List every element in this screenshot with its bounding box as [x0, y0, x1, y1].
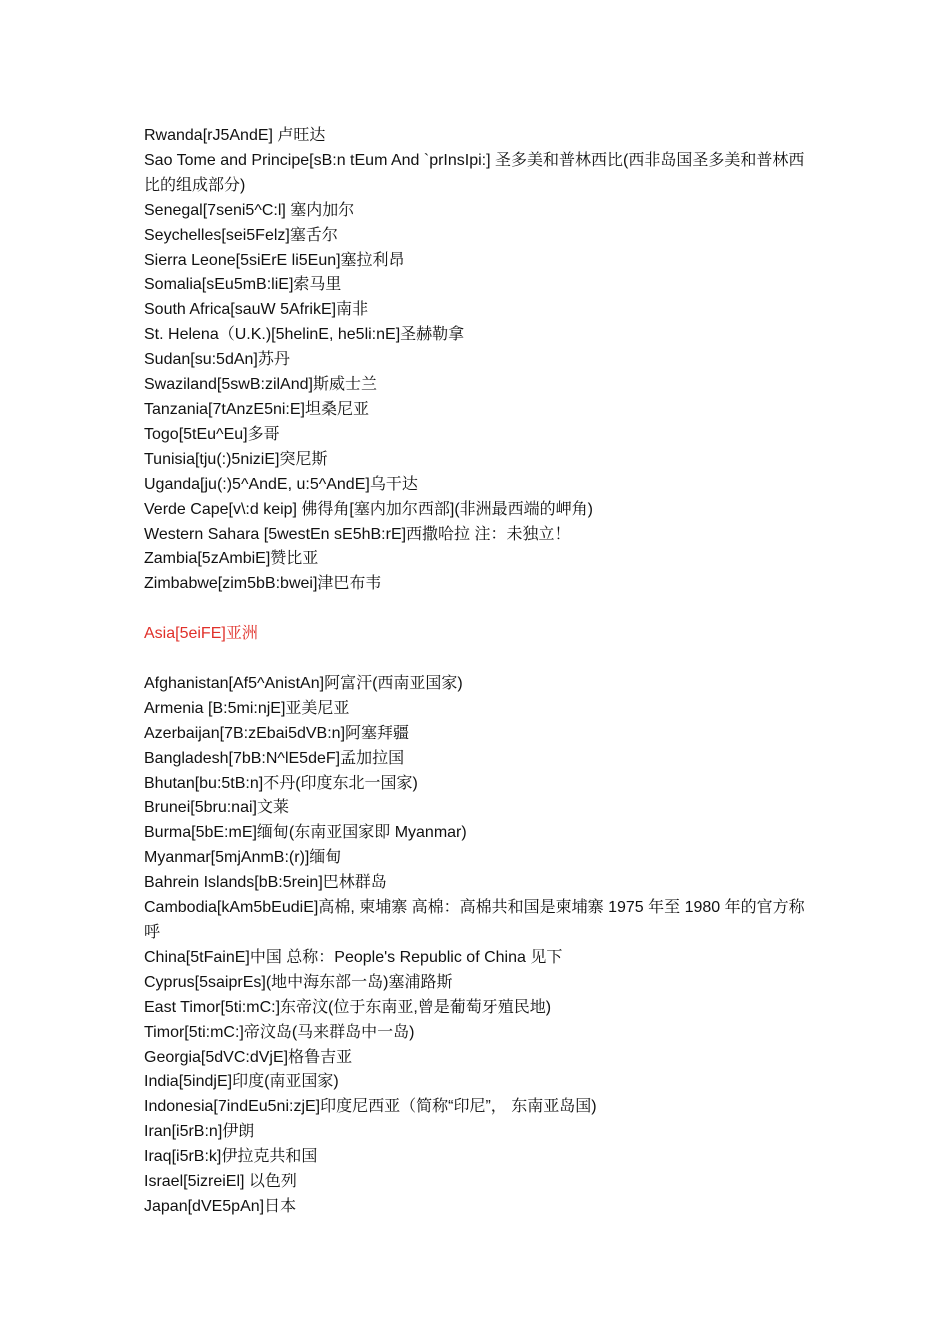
list-item: Cambodia[kAm5bEudiE]高棉, 柬埔寨 高棉：高棉共和国是柬埔寨 1975 年至 1980 年的官方称呼: [144, 899, 805, 941]
list-item: St. Helena（U.K.)[5helinE, he5li:nE]圣赫勒拿: [144, 326, 465, 344]
list-item: Georgia[5dVC:dVjE]格鲁吉亚: [144, 1048, 353, 1066]
list-item: Israel[5izreiEl] 以色列: [144, 1173, 297, 1191]
list-item: Verde Cape[v\:d keip] 佛得角[塞内加尔西部](非洲最西端的岬角): [144, 500, 593, 518]
list-item: Zimbabwe[zim5bB:bwei]津巴布韦: [144, 575, 382, 593]
list-item: Tunisia[tju(:)5niziE]突尼斯: [144, 450, 328, 468]
list-item: China[5tFainE]中国 总称：People's Republic of China 见下: [144, 948, 563, 966]
asia-entries: [144, 672, 810, 1220]
list-item: Indonesia[7indEu5ni:zjE]印度尼西亚（简称“印尼”， 东南亚岛国): [144, 1098, 597, 1116]
list-item: Iran[i5rB:n]伊朗: [144, 1123, 255, 1141]
section-heading-asia: Asia[5eiFE]亚洲: [144, 625, 258, 643]
spacer: [144, 597, 810, 622]
list-item: Uganda[ju(:)5^AndE, u:5^AndE]乌干达: [144, 475, 418, 493]
list-item: Myanmar[5mjAnmB:(r)]缅甸: [144, 849, 342, 867]
list-item: Sudan[su:5dAn]苏丹: [144, 351, 290, 369]
list-item: Cyprus[5saiprEs](地中海东部一岛)塞浦路斯: [144, 973, 453, 991]
country-list: [144, 124, 810, 1220]
list-item: Armenia [B:5mi:njE]亚美尼亚: [144, 699, 350, 717]
list-item: Bangladesh[7bB:N^lE5deF]孟加拉国: [144, 749, 405, 767]
list-item: Afghanistan[Af5^AnistAn]阿富汗(西南亚国家): [144, 674, 463, 692]
list-item: Somalia[sEu5mB:liE]索马里: [144, 276, 342, 294]
list-item: India[5indjE]印度(南亚国家): [144, 1073, 339, 1091]
list-item: Sierra Leone[5siErE li5Eun]塞拉利昂: [144, 251, 405, 269]
list-item: South Africa[sauW 5AfrikE]南非: [144, 301, 369, 319]
list-item: Japan[dVE5pAn]日本: [144, 1197, 297, 1215]
list-item: Tanzania[7tAnzE5ni:E]坦桑尼亚: [144, 400, 369, 418]
list-item: Bhutan[bu:5tB:n]不丹(印度东北一国家): [144, 774, 418, 792]
list-item: Swaziland[5swB:zilAnd]斯威士兰: [144, 376, 377, 394]
list-item: Seychelles[sei5Felz]塞舌尔: [144, 226, 338, 244]
list-item: Togo[5tEu^Eu]多哥: [144, 425, 280, 443]
list-item: Azerbaijan[7B:zEbai5dVB:n]阿塞拜疆: [144, 724, 410, 742]
spacer: [144, 647, 810, 672]
list-item: Sao Tome and Principe[sB:n tEum And `prInsIpi:] 圣多美和普林西比(西非岛国圣多美和普林西比的组成部分): [144, 151, 805, 194]
list-item: Rwanda[rJ5AndE] 卢旺达: [144, 127, 326, 144]
list-item: Brunei[5bru:nai]文莱: [144, 799, 289, 817]
list-item: Timor[5ti:mC:]帝汶岛(马来群岛中一岛): [144, 1023, 415, 1041]
list-item: Senegal[7seni5^C:l] 塞内加尔: [144, 201, 355, 219]
africa-entries: [144, 124, 810, 597]
list-item: Zambia[5zAmbiE]赞比亚: [144, 550, 319, 568]
list-item: Western Sahara [5westEn sE5hB:rE]西撒哈拉 注：未独立！: [144, 525, 571, 543]
list-item: Burma[5bE:mE]缅甸(东南亚国家即 Myanmar): [144, 824, 467, 842]
list-item: Bahrein Islands[bB:5rein]巴林群岛: [144, 874, 387, 892]
list-item: East Timor[5ti:mC:]东帝汶(位于东南亚,曾是葡萄牙殖民地): [144, 998, 552, 1016]
list-item: Iraq[i5rB:k]伊拉克共和国: [144, 1148, 318, 1166]
